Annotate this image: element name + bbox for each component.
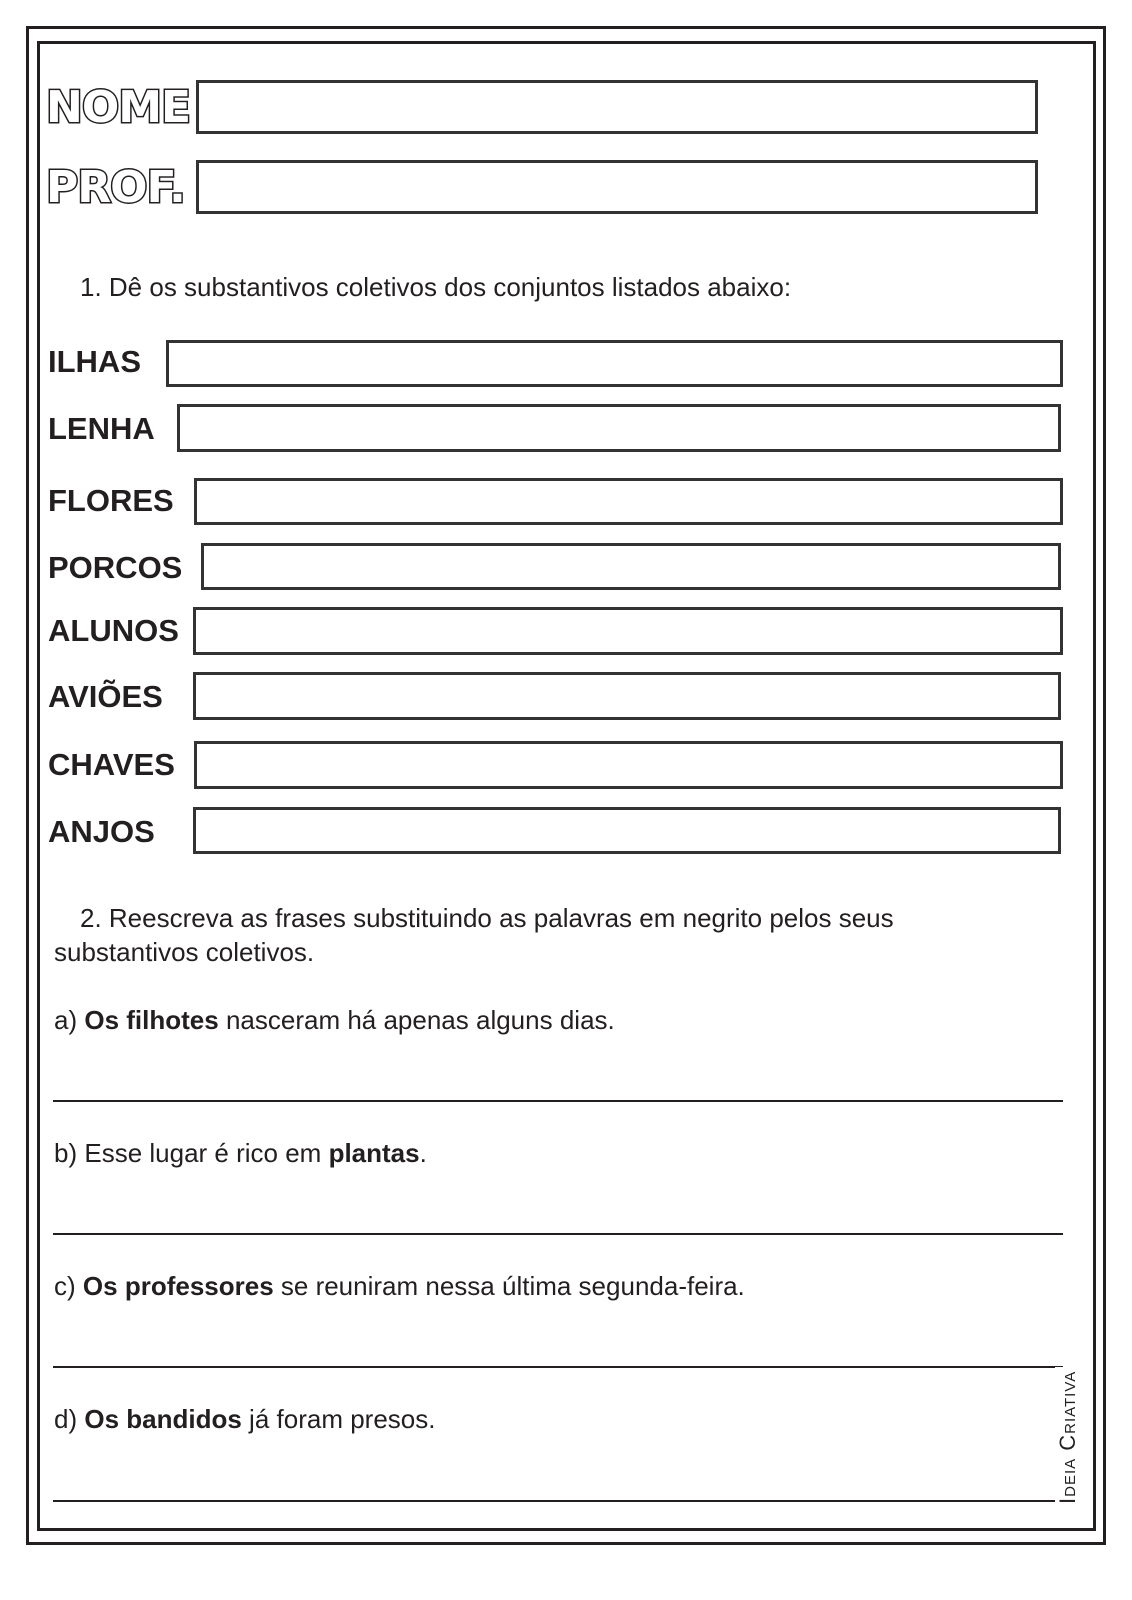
question1-prompt: 1. Dê os substantivos coletivos dos conjuntos listados abaixo:: [80, 272, 792, 302]
answer-field-chaves[interactable]: [194, 741, 1063, 789]
sentence-letter: b): [54, 1138, 78, 1168]
sentence-letter: c): [54, 1271, 76, 1301]
answer-line-d[interactable]: [53, 1500, 1063, 1502]
question2-prompt-line2: substantivos coletivos.: [54, 937, 315, 967]
answer-line-b[interactable]: [53, 1233, 1063, 1235]
sentence-text: já foram presos.: [241, 1404, 436, 1434]
teacher-field[interactable]: [196, 160, 1038, 214]
item-label: FLORES: [48, 483, 174, 518]
answer-field-avioes[interactable]: [193, 672, 1061, 720]
watermark: Ideia Criativa: [1055, 1367, 1081, 1508]
item-label: LENHA: [48, 411, 155, 446]
sentence-bold: Os bandidos: [84, 1404, 242, 1434]
sentence-letter: d): [54, 1404, 78, 1434]
sentence-d: [54, 1404, 435, 1435]
sentence-bold: Os filhotes: [84, 1005, 219, 1035]
sentence-text: Esse lugar é rico em: [84, 1138, 329, 1168]
answer-field-porcos[interactable]: [201, 543, 1061, 590]
item-label: PORCOS: [48, 550, 183, 585]
sentence-text: se reuniram nessa última segunda-feira.: [273, 1271, 745, 1301]
item-label: ALUNOS: [48, 613, 179, 648]
answer-line-c[interactable]: [53, 1366, 1063, 1368]
item-label: AVIÕES: [48, 679, 163, 714]
sentence-text: .: [419, 1138, 427, 1168]
item-label: ANJOS: [48, 814, 155, 849]
sentence-text: nasceram há apenas alguns dias.: [218, 1005, 615, 1035]
name-field[interactable]: [196, 80, 1038, 134]
answer-line-a[interactable]: [53, 1100, 1063, 1102]
item-label: CHAVES: [48, 747, 175, 782]
sentence-c: [54, 1271, 745, 1302]
sentence-bold: plantas: [328, 1138, 420, 1168]
teacher-label: PROF.: [46, 162, 185, 213]
answer-field-flores[interactable]: [194, 478, 1063, 525]
sentence-bold: Os professores: [82, 1271, 274, 1301]
sentence-b: [54, 1138, 427, 1169]
item-label: ILHAS: [48, 344, 141, 379]
answer-field-anjos[interactable]: [193, 807, 1061, 854]
sentence-a: [54, 1005, 615, 1036]
answer-field-ilhas[interactable]: [166, 340, 1063, 387]
answer-field-alunos[interactable]: [193, 607, 1063, 655]
name-label: NOME: [46, 82, 191, 133]
answer-field-lenha[interactable]: [177, 404, 1061, 452]
sentence-letter: a): [54, 1005, 78, 1035]
question2-prompt-line1: 2. Reescreva as frases substituindo as palavras em negrito pelos seus: [80, 903, 894, 933]
